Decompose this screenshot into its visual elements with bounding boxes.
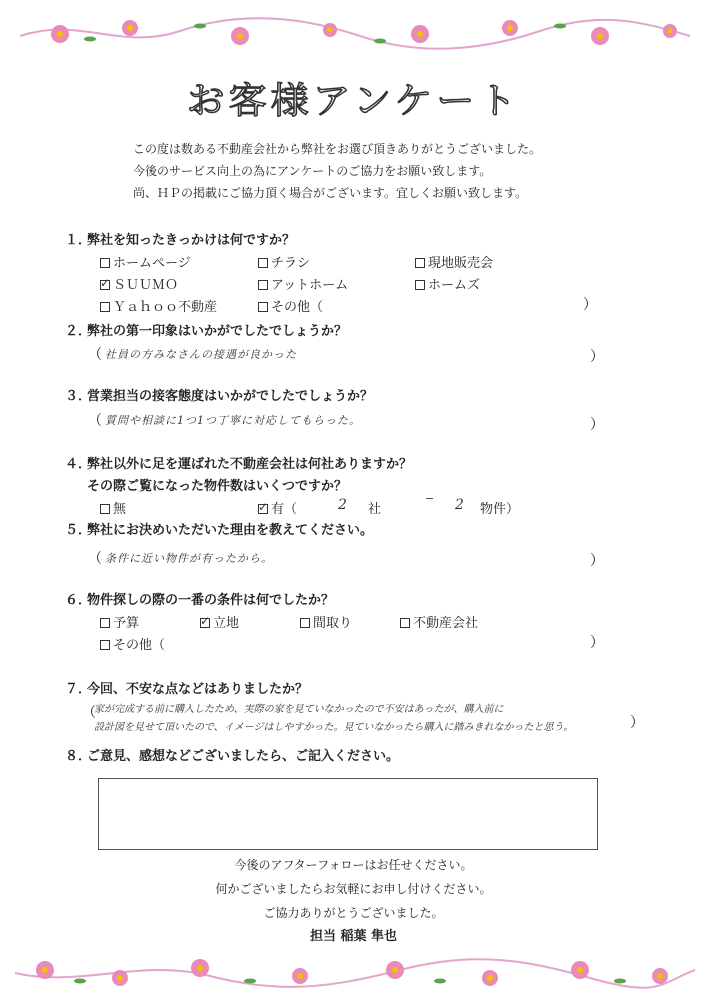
question-text: 物件探しの際の一番の条件は何でしたか？ <box>87 593 335 608</box>
checkbox[interactable] <box>100 504 110 514</box>
question-text: ご意見、感想などございましたら、ご記入ください。 <box>87 749 400 764</box>
checkbox[interactable] <box>415 258 425 268</box>
q6-option-other[interactable] <box>100 634 165 653</box>
question-number: ３． <box>65 389 92 404</box>
option-label: 現地販売会 <box>428 256 494 271</box>
checkbox[interactable] <box>258 280 268 290</box>
checkbox[interactable] <box>100 618 110 628</box>
option-label: ホームズ <box>428 278 481 293</box>
intro-line: 尚、ＨＰの掲載にご協力頂く場合がございます。宜しくお願い致します。 <box>133 186 528 200</box>
option-label: 予算 <box>113 616 140 631</box>
question-number: ４． <box>65 457 92 472</box>
company-unit: 社 <box>368 502 382 517</box>
option-label: その他（ <box>113 638 166 653</box>
q1-option-suumo[interactable] <box>100 274 178 293</box>
flower-icon <box>36 959 668 986</box>
question-number: ５． <box>65 523 92 538</box>
closing-line: 何かございましたらお気軽にお申し付けください。 <box>215 882 492 896</box>
question-text: 弊社を知ったきっかけは何ですか？ <box>87 233 296 248</box>
property-unit: 物件） <box>480 502 520 517</box>
option-label: 間取り <box>313 616 353 631</box>
q1-option-homepage[interactable] <box>100 252 191 271</box>
checkbox-checked[interactable] <box>258 504 268 514</box>
question-5 <box>65 519 373 538</box>
checkbox[interactable] <box>300 618 310 628</box>
question-1 <box>65 229 295 248</box>
question-8 <box>65 745 399 764</box>
option-label: 無 <box>113 502 127 517</box>
floral-border-top <box>0 6 707 56</box>
question-number: ６． <box>65 593 92 608</box>
open-paren: （ <box>88 347 102 363</box>
handwritten-answer: 条件に近い物件が有ったから。 <box>105 552 273 565</box>
q1-option-yahoo[interactable] <box>100 296 217 315</box>
question-6 <box>65 589 334 608</box>
q1-option-other[interactable] <box>258 296 323 315</box>
comment-box[interactable] <box>98 778 598 850</box>
question-number: ７． <box>65 682 92 697</box>
close-paren: ） <box>583 297 597 313</box>
handwritten-answer-line-1: 家が完成する前に購入したため、実際の家を見ていなかったので不安はあったが、購入前に <box>94 704 504 715</box>
open-paren: （ <box>82 705 96 721</box>
q6-option-layout[interactable] <box>300 612 352 631</box>
checkbox[interactable] <box>415 280 425 290</box>
option-label: 立地 <box>213 616 240 631</box>
handwritten-answer: 質問や相談に1つ1つ丁寧に対応してもらった。 <box>105 414 361 427</box>
option-label: ＳＵＵＭＯ <box>113 278 179 293</box>
q6-option-budget[interactable] <box>100 612 139 631</box>
q6-option-location[interactable] <box>200 612 239 631</box>
q4-option-yes[interactable] <box>258 498 297 517</box>
intro-line: この度は数ある不動産会社から弊社をお選び頂きありがとうございました。 <box>133 142 542 156</box>
q1-option-homes[interactable] <box>415 274 480 293</box>
question-text: 弊社の第一印象はいかがでしたでしょうか？ <box>87 324 348 339</box>
checkbox[interactable] <box>100 640 110 650</box>
option-label: Ｙａｈｏｏ不動産 <box>113 300 218 315</box>
handwritten-company-count: 2 <box>338 497 348 513</box>
close-paren: ） <box>630 715 644 731</box>
option-label: アットホーム <box>271 278 349 293</box>
intro-text <box>133 138 541 204</box>
option-label: ホームページ <box>113 256 191 271</box>
question-text: 弊社以外に足を運ばれた不動産会社は何社ありますか？ <box>87 457 413 472</box>
question-number: ２． <box>65 324 92 339</box>
checkbox[interactable] <box>258 302 268 312</box>
close-paren: ） <box>590 349 604 365</box>
question-3 <box>65 385 373 404</box>
q1-option-open-house[interactable] <box>415 252 493 271</box>
question-text: 今回、不安な点などはありましたか？ <box>87 682 309 697</box>
option-label: 不動産会社 <box>413 616 479 631</box>
handwritten-answer-line-2: 設計図を見せて頂いたので、イメージはしやすかった。見ていなかったら購入に踏みきれなかったと思う。 <box>94 722 574 733</box>
question-4 <box>65 453 412 472</box>
open-paren: （ <box>88 413 102 429</box>
question-4-sub: その際ご覧になった物件数はいくつですか？ <box>87 479 348 494</box>
checkbox[interactable] <box>100 258 110 268</box>
option-label: チラシ <box>271 256 311 271</box>
checkbox[interactable] <box>100 302 110 312</box>
option-label: その他（ <box>271 300 324 315</box>
open-paren: （ <box>88 551 102 567</box>
q1-option-flyer[interactable] <box>258 252 310 271</box>
page-title: お客様アンケート <box>186 79 521 122</box>
question-2 <box>65 320 347 339</box>
handwritten-dash: − <box>425 492 436 505</box>
floral-border-bottom <box>0 948 707 998</box>
handwritten-property-count: 2 <box>455 497 465 513</box>
closing-line: ご協力ありがとうございました。 <box>263 906 444 920</box>
close-paren: ） <box>590 417 604 433</box>
close-paren: ） <box>590 635 604 651</box>
option-label: 有（ <box>271 502 298 517</box>
q1-option-athome[interactable] <box>258 274 348 293</box>
checkbox[interactable] <box>400 618 410 628</box>
checkbox[interactable] <box>258 258 268 268</box>
staff-name: 担当 稲葉 隼也 <box>309 929 398 944</box>
q4-option-none[interactable] <box>100 498 126 517</box>
checkbox-checked[interactable] <box>100 280 110 290</box>
handwritten-answer: 社員の方みなさんの接遇が良かった <box>105 348 297 361</box>
flower-icon <box>51 20 677 45</box>
intro-line: 今後のサービス向上の為にアンケートのご協力をお願い致します。 <box>133 164 492 178</box>
close-paren: ） <box>590 553 604 569</box>
question-number: ８． <box>65 749 92 764</box>
question-text: 営業担当の接客態度はいかがでしたでしょうか？ <box>87 389 374 404</box>
checkbox-checked[interactable] <box>200 618 210 628</box>
question-text: 弊社にお決めいただいた理由を教えてください。 <box>87 523 374 538</box>
question-number: １． <box>65 233 92 248</box>
closing-line: 今後のアフターフォローはお任せください。 <box>234 858 473 872</box>
question-7 <box>65 678 308 697</box>
q6-option-company[interactable] <box>400 612 478 631</box>
